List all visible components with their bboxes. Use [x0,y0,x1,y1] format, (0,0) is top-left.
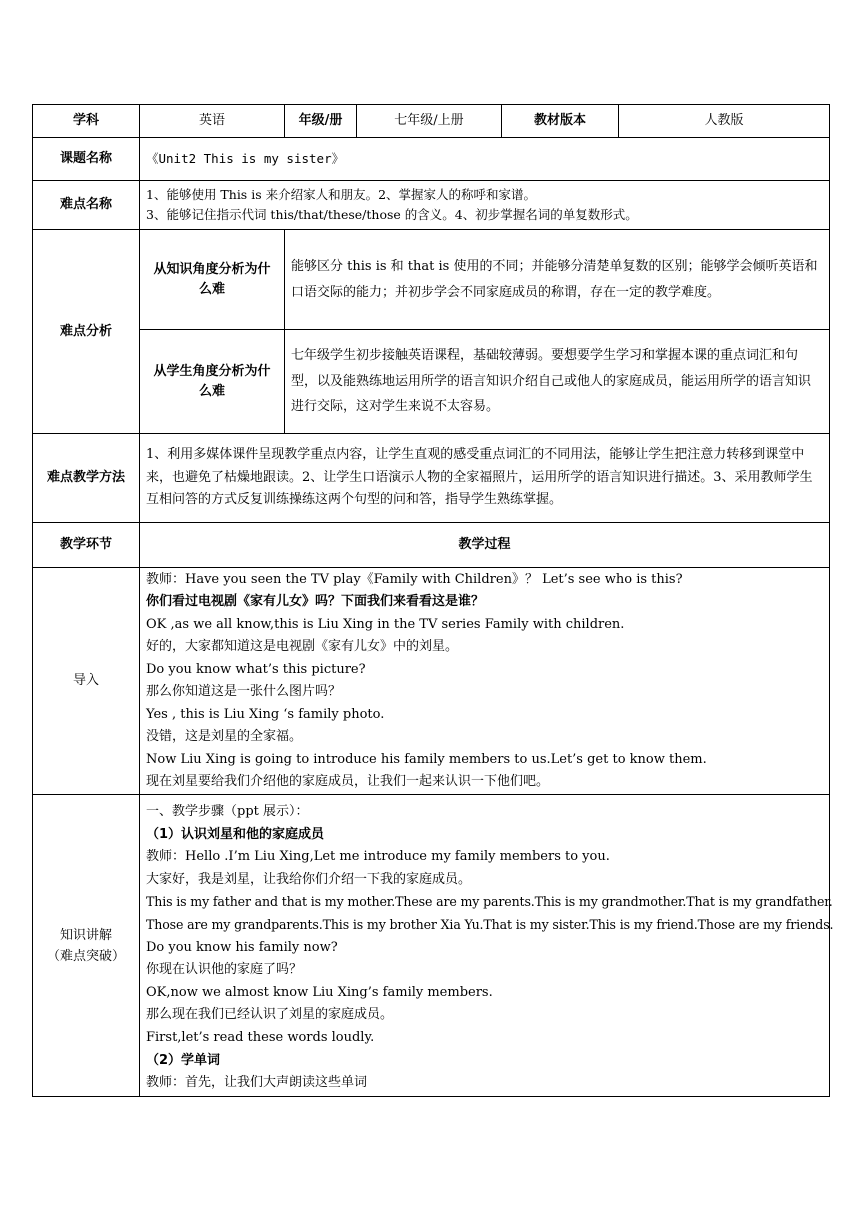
difficulty-line-2: 3、能够记住指示代词 this/that/these/those 的含义。4、初步掌握名词的单复数形式。 [146,207,638,222]
knowledge-angle-text: 能够区分 this is 和 that is 使用的不同；并能够分清楚单复数的区别；能够学会倾听英语和口语交际的能力；并初步学会不同家庭成员的称谓，存在一定的教学难度。 [285,230,830,330]
knowledge-row [33,795,830,1097]
difficulty-row [33,181,830,230]
subject-value: 英语 [140,105,285,138]
intro-label: 导入 [33,568,140,795]
intro-line: Do you know what’s this picture? [146,661,366,677]
analysis-knowledge-row [33,230,830,330]
intro-line: Now Liu Xing is going to introduce his family members to us.Let’s get to know them. [146,751,707,767]
intro-line: 好的，大家都知道这是电视剧《家有儿女》中的刘星。 [146,639,459,654]
knowledge-line: This is my father and that is my mother.These are my parents.This is my grandmother.That is my grandfather. [146,894,833,910]
lesson-plan-table [32,104,834,1097]
analysis-student-row [33,330,830,434]
knowledge-line: Do you know his family now? [146,939,338,955]
stage-header: 教学环节 [33,523,140,568]
edition-label: 教材版本 [502,105,619,138]
subject-label: 学科 [33,105,140,138]
knowledge-label-line-1: 知识讲解 [59,927,112,943]
intro-line: OK ,as we all know,this is Liu Xing in the TV series Family with children. [146,616,625,632]
edition-value: 人教版 [619,105,830,138]
knowledge-line: 你现在认识他的家庭了吗？ [146,962,303,978]
knowledge-line: 大家好，我是刘星，让我给你们介绍一下我的家庭成员。 [146,871,472,887]
intro-line: Yes , this is Liu Xing ‘s family photo. [146,706,385,722]
intro-line: 没错，这是刘星的全家福。 [146,729,303,744]
difficulty-label: 难点名称 [33,181,140,230]
lesson-value: 《Unit2 This is my sister》 [140,138,830,181]
lesson-label: 课题名称 [33,138,140,181]
student-angle-label: 从学生角度分析为什么难 [140,330,285,434]
knowledge-line: OK,now we almost know Liu Xing’s family members. [146,984,493,1000]
grade-label: 年级/册 [285,105,357,138]
intro-line: 现在刘星要给我们介绍他的家庭成员，让我们一起来认识一下他们吧。 [146,774,550,789]
info-row [33,105,830,138]
intro-line: 那么你知道这是一张什么图片吗？ [146,684,342,699]
process-header: 教学过程 [140,523,830,568]
intro-line: 教师：Have you seen the TV play《Family with Children》？ Let’s see who is this? [146,571,683,587]
method-row [33,434,830,523]
knowledge-line: 那么现在我们已经认识了刘星的家庭成员。 [146,1007,394,1023]
knowledge-line: 教师：Hello .I’m Liu Xing,Let me introduce my family members to you. [146,849,610,865]
analysis-label: 难点分析 [33,230,140,434]
knowledge-line: First,let’s read these words loudly. [146,1029,375,1045]
difficulty-line-1: 1、能够使用 This is 来介绍家人和朋友。2、掌握家人的称呼和家谱。 [146,187,537,202]
grade-value: 七年级/上册 [357,105,502,138]
knowledge-line: Those are my grandparents.This is my brother Xia Yu.That is my sister.This is my friend.Those are my friends. [146,916,834,932]
intro-row [33,568,830,795]
knowledge-angle-label: 从知识角度分析为什么难 [140,230,285,330]
student-angle-text: 七年级学生初步接触英语课程，基础较薄弱。要想要学生学习和掌握本课的重点词汇和句型，以及能熟练地运用所学的语言知识介绍自己或他人的家庭成员，能运用所学的语言知识进行交际，这对学生来说不太容易。 [285,330,830,434]
process-header-row [33,523,830,568]
method-label: 难点教学方法 [33,434,140,523]
knowledge-line: 教师：首先，让我们大声朗读这些单词 [146,1075,368,1091]
intro-line: 你们看过电视剧《家有儿女》吗？下面我们来看看这是谁？ [146,594,485,609]
knowledge-line: （1）认识刘星和他的家庭成员 [146,826,325,842]
knowledge-line: 一、教学步骤（ppt 展示）： [146,804,309,819]
lesson-row [33,138,830,181]
method-text: 1、利用多媒体课件呈现教学重点内容，让学生直观的感受重点词汇的不同用法，能够让学生把注意力转移到课堂中来，也避免了枯燥地跟读。2、让学生口语演示人物的全家福照片，运用所学的语言知识进行描述。3、采用教师学生互相问答的方式反复训练操练这两个句型的问和答，指导学生熟练掌握。 [140,434,830,523]
knowledge-label-line-2: （难点突破） [46,948,125,964]
knowledge-line: （2）学单词 [146,1052,221,1068]
